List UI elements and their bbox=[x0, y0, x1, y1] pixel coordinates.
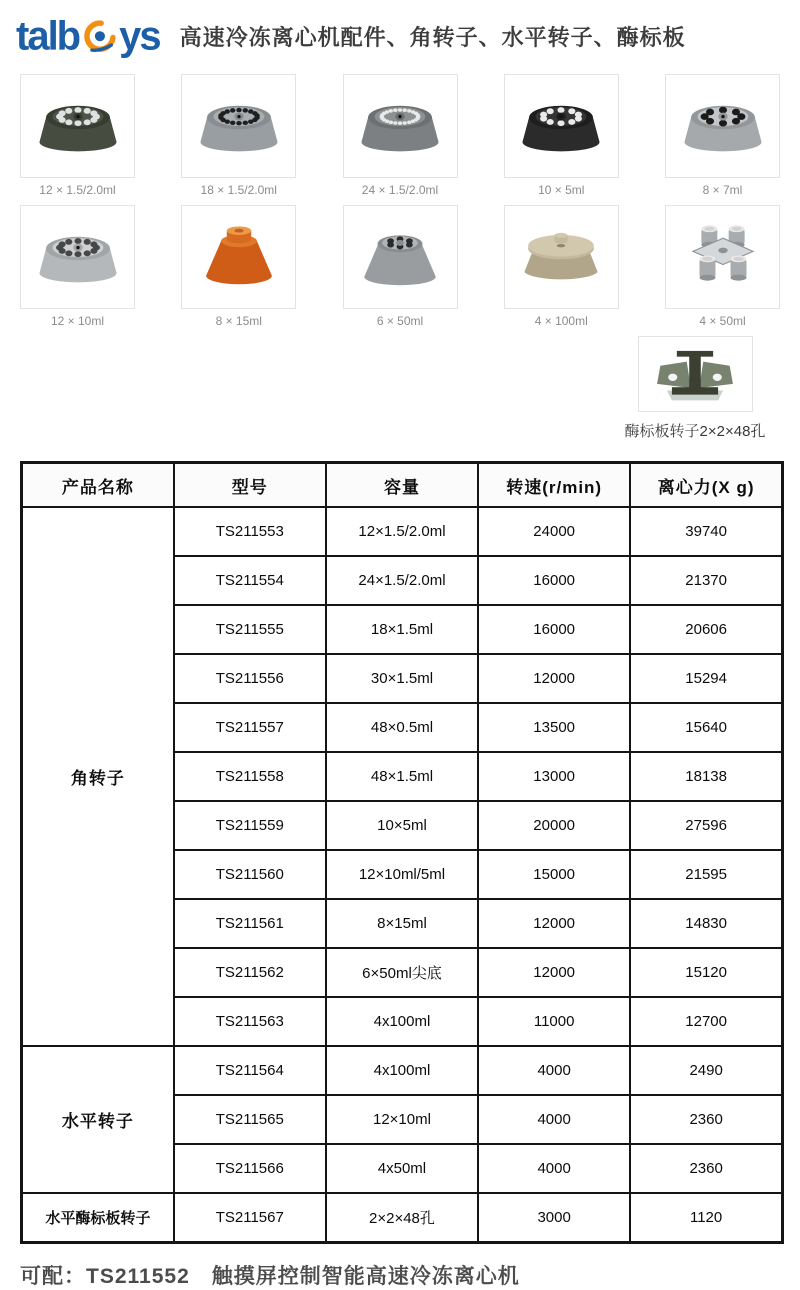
product-caption: 18 × 1.5/2.0ml bbox=[200, 183, 277, 197]
product-grid-row-1 bbox=[0, 74, 800, 197]
spec-cell: 15640 bbox=[630, 703, 782, 752]
page-header bbox=[0, 0, 800, 62]
spec-cell: 12700 bbox=[630, 997, 782, 1046]
angle-rotor-icon bbox=[504, 74, 619, 178]
table-header-row bbox=[22, 463, 783, 508]
spec-cell: TS211559 bbox=[174, 801, 326, 850]
spec-cell: TS211566 bbox=[174, 1144, 326, 1193]
spec-cell: 39740 bbox=[630, 507, 782, 556]
spec-cell: 12000 bbox=[478, 654, 630, 703]
brand-logo bbox=[16, 13, 160, 59]
footer-note: 可配：TS211552 触摸屏控制智能高速冷冻离心机 bbox=[20, 1265, 520, 1288]
column-header: 产品名称 bbox=[22, 463, 174, 508]
spec-cell: 2490 bbox=[630, 1046, 782, 1095]
spec-cell: 30×1.5ml bbox=[326, 654, 478, 703]
swirl-o-icon bbox=[81, 19, 118, 56]
spec-cell: 15000 bbox=[478, 850, 630, 899]
spec-cell: TS211555 bbox=[174, 605, 326, 654]
spec-cell: TS211567 bbox=[174, 1193, 326, 1243]
spec-cell: 20606 bbox=[630, 605, 782, 654]
spec-cell: TS211558 bbox=[174, 752, 326, 801]
spec-cell: 3000 bbox=[478, 1193, 630, 1243]
angle-rotor-icon bbox=[20, 205, 135, 309]
product-card bbox=[20, 205, 135, 328]
spec-cell: 4x100ml bbox=[326, 1046, 478, 1095]
product-card bbox=[665, 205, 780, 328]
spec-cell: TS211554 bbox=[174, 556, 326, 605]
spec-cell: 20000 bbox=[478, 801, 630, 850]
spec-cell: TS211563 bbox=[174, 997, 326, 1046]
spec-cell: 21370 bbox=[630, 556, 782, 605]
spec-cell: 16000 bbox=[478, 605, 630, 654]
product-caption: 12 × 1.5/2.0ml bbox=[39, 183, 116, 197]
spec-cell: 13500 bbox=[478, 703, 630, 752]
product-card bbox=[181, 74, 296, 197]
table-row bbox=[22, 1046, 783, 1095]
spec-cell: 24×1.5/2.0ml bbox=[326, 556, 478, 605]
spec-cell: 13000 bbox=[478, 752, 630, 801]
product-group-cell: 角转子 bbox=[22, 507, 174, 1046]
product-group-cell: 水平酶标板转子 bbox=[22, 1193, 174, 1243]
microplate-product bbox=[610, 336, 780, 441]
spec-cell: 4000 bbox=[478, 1046, 630, 1095]
angle-rotor-icon bbox=[665, 74, 780, 178]
product-caption: 8 × 7ml bbox=[702, 183, 743, 197]
spec-cell: TS211565 bbox=[174, 1095, 326, 1144]
product-caption: 4 × 50ml bbox=[699, 314, 746, 328]
product-caption: 12 × 10ml bbox=[50, 314, 105, 328]
product-card bbox=[181, 205, 296, 328]
column-header: 容量 bbox=[326, 463, 478, 508]
logo-text-left: talb bbox=[16, 13, 80, 59]
spec-cell: 15294 bbox=[630, 654, 782, 703]
angle-rotor-icon bbox=[343, 74, 458, 178]
angle-rotor-icon bbox=[181, 74, 296, 178]
spec-cell: 4000 bbox=[478, 1095, 630, 1144]
spec-cell: 48×0.5ml bbox=[326, 703, 478, 752]
column-header: 转速(r/min) bbox=[478, 463, 630, 508]
product-card bbox=[343, 74, 458, 197]
spec-cell: 14830 bbox=[630, 899, 782, 948]
spec-cell: TS211556 bbox=[174, 654, 326, 703]
swing-rotor-icon bbox=[665, 205, 780, 309]
spec-cell: 12×1.5/2.0ml bbox=[326, 507, 478, 556]
column-header: 型号 bbox=[174, 463, 326, 508]
spec-cell: 12000 bbox=[478, 899, 630, 948]
product-card bbox=[343, 205, 458, 328]
spec-cell: 4x100ml bbox=[326, 997, 478, 1046]
spec-cell: 1120 bbox=[630, 1193, 782, 1243]
column-header: 离心力(X g) bbox=[630, 463, 782, 508]
spec-cell: 18×1.5ml bbox=[326, 605, 478, 654]
spec-cell: TS211557 bbox=[174, 703, 326, 752]
product-card bbox=[20, 74, 135, 197]
product-caption: 8 × 15ml bbox=[215, 314, 262, 328]
spec-cell: TS211561 bbox=[174, 899, 326, 948]
product-card bbox=[504, 74, 619, 197]
product-card bbox=[504, 205, 619, 328]
product-caption: 10 × 5ml bbox=[538, 183, 585, 197]
spec-cell: 2360 bbox=[630, 1095, 782, 1144]
cone-rotor-icon bbox=[343, 205, 458, 309]
spec-cell: 12000 bbox=[478, 948, 630, 997]
angle-rotor-icon bbox=[20, 74, 135, 178]
spec-cell: TS211553 bbox=[174, 507, 326, 556]
product-group-cell: 水平转子 bbox=[22, 1046, 174, 1193]
spec-cell: TS211564 bbox=[174, 1046, 326, 1095]
spec-cell: 8×15ml bbox=[326, 899, 478, 948]
spec-cell: 24000 bbox=[478, 507, 630, 556]
product-card bbox=[665, 74, 780, 197]
spec-cell: 10×5ml bbox=[326, 801, 478, 850]
microplate-caption: 酶标板转子2×2×48孔 bbox=[624, 423, 766, 440]
microplate-rotor-icon bbox=[638, 336, 753, 412]
table-row bbox=[22, 1193, 783, 1243]
spec-cell: 12×10ml/5ml bbox=[326, 850, 478, 899]
spec-cell: TS211560 bbox=[174, 850, 326, 899]
spec-cell: 6×50ml尖底 bbox=[326, 948, 478, 997]
spec-cell: 16000 bbox=[478, 556, 630, 605]
product-caption: 4 × 100ml bbox=[534, 314, 588, 328]
table-row bbox=[22, 507, 783, 556]
spec-cell: TS211562 bbox=[174, 948, 326, 997]
spec-cell: 12×10ml bbox=[326, 1095, 478, 1144]
spec-cell: 21595 bbox=[630, 850, 782, 899]
spec-cell: 2360 bbox=[630, 1144, 782, 1193]
spec-table bbox=[20, 461, 784, 1244]
cone-rotor-icon bbox=[181, 205, 296, 309]
spec-cell: 18138 bbox=[630, 752, 782, 801]
product-grid-row-2 bbox=[0, 205, 800, 328]
spec-cell: 48×1.5ml bbox=[326, 752, 478, 801]
page-title: 高速冷冻离心机配件、角转子、水平转子、酶标板 bbox=[179, 24, 686, 50]
spec-cell: 2×2×48孔 bbox=[326, 1193, 478, 1243]
product-caption: 6 × 50ml bbox=[376, 314, 424, 328]
lid-rotor-icon bbox=[504, 205, 619, 309]
spec-cell: 27596 bbox=[630, 801, 782, 850]
spec-cell: 15120 bbox=[630, 948, 782, 997]
spec-cell: 4x50ml bbox=[326, 1144, 478, 1193]
spec-cell: 11000 bbox=[478, 997, 630, 1046]
product-caption: 24 × 1.5/2.0ml bbox=[361, 183, 439, 197]
logo-text-right: ys bbox=[119, 13, 160, 59]
spec-cell: 4000 bbox=[478, 1144, 630, 1193]
